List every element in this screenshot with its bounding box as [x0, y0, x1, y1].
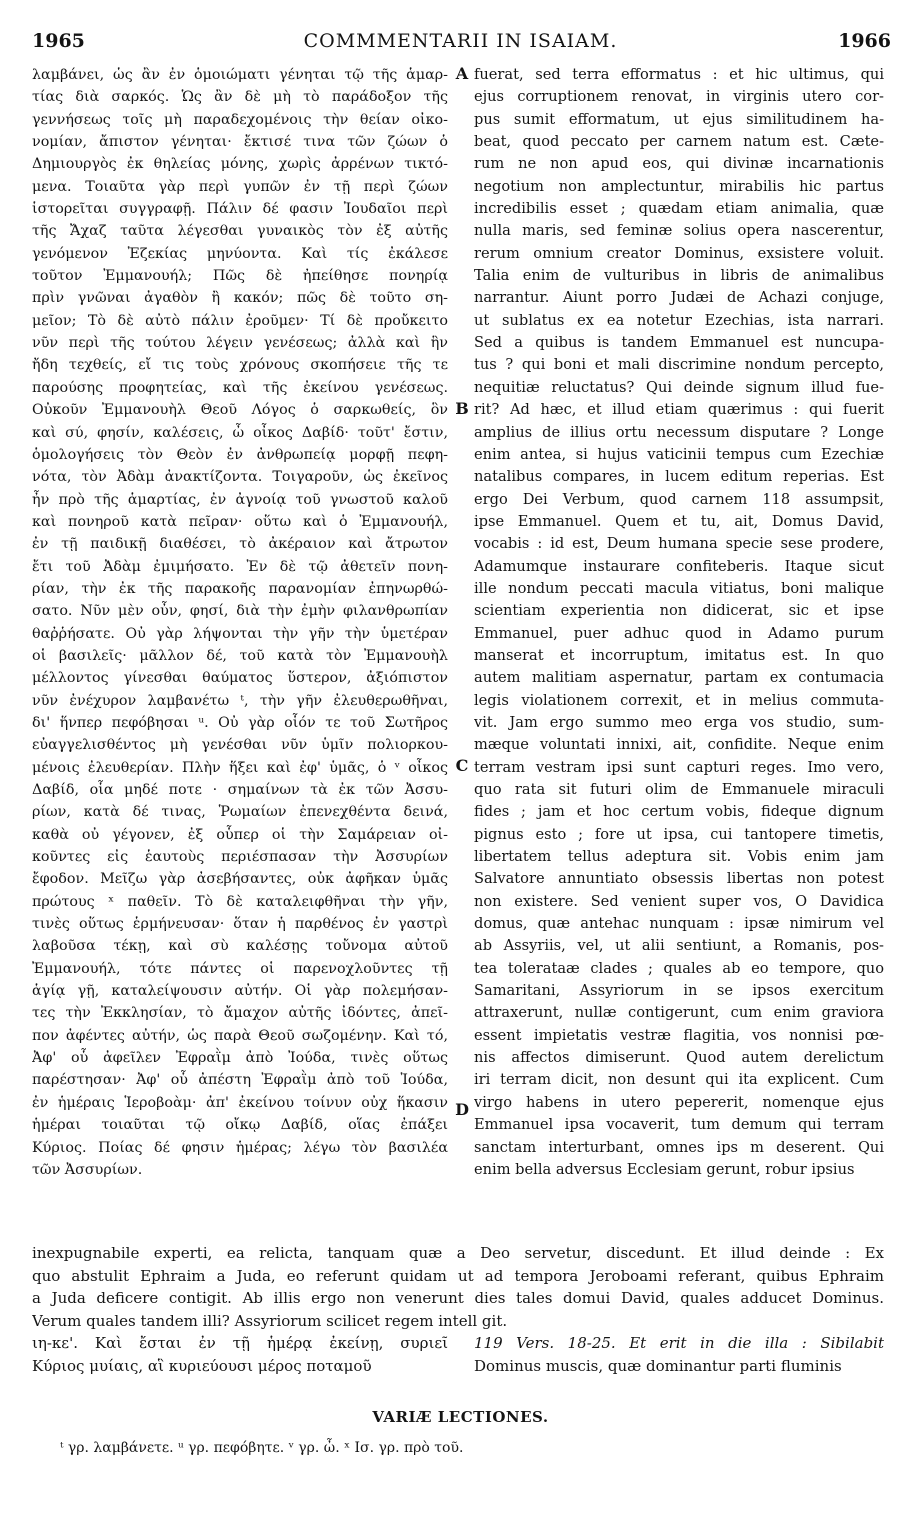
variae-lectiones-notes: ᵗ γρ. λαμβάνετε. ᵘ γρ. πεφόβητε. ᵛ γρ. ὦ. ˣ Ισ. γρ. πρὸ τοῦ.	[60, 1440, 464, 1456]
greek-column	[32, 64, 448, 1181]
latin-text-line: nulla maris, sed feminæ solius opera nascerentur,	[474, 222, 884, 240]
greek-text-line: ἔφοδον. Μεῖζω γὰρ ἀσεβήσαντες, οὐκ ἀφῆκαν ὑμᾶς	[32, 871, 448, 888]
greek-text-line: νῦν ἐνέχυρον λαμβανέτω ᵗ, τὴν γῆν ἐλευθερωθῆναι,	[32, 692, 448, 709]
greek-text-line: γεννήσεως τοῖς μὴ παραδεχομένοις τὴν θείαν οἰκο-	[32, 111, 448, 128]
latin-text-line: mæque voluntati innixi, ait, confidite. Neque enim	[474, 736, 884, 754]
latin-text-line: essent impietatis vestræ flagitia, vos nonnisi pœ-	[474, 1026, 884, 1044]
greek-text-line: πρὶν γνῶναι ἀγαθὸν ἢ κακόν; πῶς δὲ τοῦτο ση-	[32, 290, 448, 307]
full-width-text-line: Verum quales tandem illi? Assyriorum scilicet regem intell git.	[32, 1311, 508, 1330]
greek-text-line: θαῤῥήσατε. Οὐ γὰρ λήψονται τὴν γῆν τὴν ὑμετέραν	[32, 625, 448, 642]
latin-text-line: tus ? qui boni et mali discrimine nondum percepto,	[474, 356, 884, 374]
greek-text-line: ἔτι τοῦ Ἀδὰμ ἐμιμήσατο. Ἐν δὲ τῷ ἀθετεῖν πονη-	[32, 558, 448, 575]
latin-column	[474, 64, 884, 1181]
greek-text-line: μένοις ἐλευθερίαν. Πλὴν ἥξει καὶ ἐφ' ὑμᾶς, ὁ ᵛ οἶκος	[32, 759, 448, 776]
greek-text-line: καὶ σύ, φησίν, καλέσεις, ὦ οἶκος Δαβίδ· τοῦτ' ἔστιν,	[32, 424, 448, 441]
greek-text-line: τῆς Ἄχαζ ταῦτα λέγεσθαι γυναικὸς τὸν ἐξ αὐτῆς	[32, 223, 448, 240]
greek-text-line: πον ἀφέντες αὐτήν, ὡς παρὰ Θεοῦ σωζομένην. Καὶ τό,	[32, 1027, 448, 1044]
latin-text-line: narrantur. Aiunt porro Judæi de Achazi conjuge,	[474, 289, 884, 307]
full-width-text-line: a Juda deficere contigit. Ab illis ergo non venerunt dies tales domui David, quales adducet Dominus.	[32, 1289, 884, 1307]
greek-text-line: ἐν τῇ παιδικῇ διαθέσει, τὸ ἀκέραιον καὶ ἄτρωτον	[32, 536, 448, 553]
greek-text-line: ἱστορεῖται συγγραφῇ. Πάλιν δέ φασιν Ἰουδαῖοι περὶ	[32, 201, 448, 218]
greek-text-line: τες τὴν Ἐκκλησίαν, τὸ ἄμαχον αὐτῆς ἰδόντες, ἀπεῖ-	[32, 1005, 448, 1022]
latin-text-line: scientiam experientia non didicerat, sic et ipse	[474, 602, 884, 620]
latin-text-line: ut sublatus ex ea notetur Ezechias, ista narrari.	[474, 311, 884, 329]
left-page-number: 1965	[32, 30, 85, 52]
latin-text-line: Emmanuel ipsa vocaverit, tum demum qui terram	[474, 1116, 884, 1134]
latin-text-line: ergo Dei Verbum, quod carnem 118 assumpsit,	[474, 490, 884, 508]
right-page-number: 1966	[838, 30, 891, 52]
variae-lectiones-heading: VARIÆ LECTIONES.	[372, 1408, 549, 1426]
latin-text-line: domus, quæ antehac nunquam : ipsæ nimirum vel	[474, 915, 884, 933]
latin-text-line: ab Assyriis, vel, ut alii sentiunt, a Romanis, pos-	[474, 937, 884, 955]
latin-text-line: Salvatore annuntiato obsessis libertas non potest	[474, 870, 884, 888]
greek-text-line: παρέστησαν· Ἀφ' οὗ ἀπέστη Ἐφραῒμ ἀπὸ τοῦ Ἰούδα,	[32, 1072, 448, 1089]
greek-text-line: ἦν πρὸ τῆς ἁμαρτίας, ἐν ἀγνοίᾳ τοῦ γνωστοῦ καλοῦ	[32, 491, 448, 508]
latin-text-line: nequitiæ reluctatus? Qui deinde signum illud fue-	[474, 378, 884, 396]
greek-text-line: Οὐκοῦν Ἐμμανουὴλ Θεοῦ Λόγος ὁ σαρκωθείς, ὃν	[32, 402, 448, 419]
latin-verse-line: 119 Vers. 18-25. Et erit in die illa : Sibilabit	[474, 1334, 884, 1352]
latin-text-line: enim antea, si hujus vaticinii tempus cum Ezechiæ	[474, 445, 884, 463]
latin-verse-heading	[474, 1332, 884, 1378]
greek-verse-line: Κύριος μυίαις, αἳ κυριεύουσι μέρος ποταμοῦ	[32, 1357, 372, 1375]
latin-text-line: manserat et incorruptum, imitatus est. In quo	[474, 646, 884, 664]
latin-text-line: Adamumque instaurare confiteberis. Itaque sicut	[474, 557, 884, 575]
greek-text-line: Ἐμμανουήλ, τότε πάντες οἱ παρενοχλοῦντες τῇ	[32, 960, 448, 977]
greek-text-line: τῶν Ἀσσυρίων.	[32, 1161, 143, 1178]
latin-text-line: Samaritani, Assyriorum in se ipsos exercitum	[474, 982, 884, 1000]
running-title: COMMMENTARII IN ISAIAM.	[303, 30, 618, 52]
greek-text-line: τινὲς οὕτως ἑρμήνευσαν· ὅταν ἡ παρθένος ἐν γαστρὶ	[32, 916, 448, 933]
full-width-text-line: quo abstulit Ephraim a Juda, eo referunt quidam ut ad tempora Jeroboami referant, quibus Ephraim	[32, 1266, 884, 1285]
greek-text-line: καὶ πονηροῦ κατὰ πεῖραν· οὕτω καὶ ὁ Ἐμμανουήλ,	[32, 513, 448, 530]
margin-letter-b: B	[455, 399, 469, 418]
latin-text-line: beat, quod peccato per carnem natum est. Cæte-	[474, 133, 884, 151]
latin-text-line: Talia enim de vulturibus in libris de animalibus	[474, 267, 884, 285]
latin-text-line: rerum omnium creator Dominus, exsistere voluit.	[474, 244, 884, 262]
greek-text-line: ἁγίᾳ γῇ, καταλείψουσιν αὐτήν. Οἱ γὰρ πολεμήσαν-	[32, 983, 448, 1000]
latin-text-line: pus sumit efformatum, ut ejus similitudinem ha-	[474, 110, 884, 128]
latin-text-line: quo rata sit futuri olim de Emmanuele miraculi	[474, 781, 884, 798]
latin-text-line: attraxerunt, nullæ contigerunt, cum enim graviora	[474, 1004, 884, 1022]
greek-text-line: Δημιουργὸς ἐκ θηλείας μόνης, χωρὶς ἀρρένων τικτό-	[32, 156, 448, 173]
greek-text-line: λαβοῦσα τέκῃ, καὶ σὺ καλέσῃς τοὔνομα αὐτοῦ	[32, 938, 448, 955]
greek-text-line: νῦν περὶ τῆς τούτου λέγειν γενέσεως; ἀλλὰ καὶ ἣν	[32, 335, 448, 352]
latin-text-line: amplius de illius ortu necessum disputare ? Longe	[474, 423, 884, 441]
latin-text-line: virgo habens in utero pepererit, nomenque ejus	[474, 1093, 884, 1111]
latin-text-line: iri terram dicit, non desunt qui ita explicent. Cum	[474, 1071, 884, 1089]
greek-text-line: ἤδη τεχθείς, εἴ τις τοὺς χρόνους σκοπήσειε τῆς τε	[32, 357, 448, 374]
latin-text-line: sanctam interturbant, omnes ips m deserent. Qui	[474, 1138, 884, 1156]
latin-text-line: ille nondum peccati macula vitiatus, boni malique	[474, 579, 884, 597]
greek-text-line: ἐν ἡμέραις Ἱεροβοὰμ· ἀπ' ἐκείνου τοίνυν οὐχ ἥκασιν	[32, 1094, 448, 1111]
latin-verse-line: Dominus muscis, quæ dominantur parti fluminis	[474, 1357, 842, 1375]
greek-text-line: ἡμέραι τοιαῦται τῷ οἴκῳ Δαβίδ, οἵας ἐπάξει	[32, 1117, 448, 1134]
greek-text-line: λαμβάνει, ὡς ἂν ἐν ὁμοιώματι γένηται τῷ τῆς ἁμαρ-	[32, 67, 448, 83]
margin-letter-c: C	[455, 756, 469, 775]
latin-text-line: non existere. Sed venient super vos, O Davidica	[474, 892, 884, 910]
greek-text-line: γενόμενον Ἐζεκίας μηνύοντα. Καὶ τίς ἐκάλεσε	[32, 245, 448, 262]
running-header	[0, 30, 921, 60]
greek-text-line: Κύριος. Ποίας δέ φησιν ἡμέρας; λέγω τὸν βασιλέα	[32, 1139, 448, 1156]
greek-text-line: ρίων, κατὰ δέ τινας, Ῥωμαίων ἐπενεχθέντα δεινά,	[32, 804, 448, 821]
greek-text-line: Δαβίδ, οἷα μηδέ ποτε · σημαίνων τὰ ἐκ τῶν Ἀσσυ-	[32, 782, 448, 798]
latin-text-line: Emmanuel, puer adhuc quod in Adamo purum	[474, 624, 884, 642]
greek-text-line: τοῦτον Ἐμμανουήλ; Πῶς δὲ ἠπείθησε πονηρίᾳ	[32, 268, 448, 285]
latin-text-line: enim bella adversus Ecclesiam gerunt, robur ipsius	[474, 1160, 855, 1178]
latin-text-line: vocabis : id est, Deum humana specie sese prodere,	[474, 535, 884, 553]
latin-text-line: Sed a quibus is tandem Emmanuel est nuncupa-	[474, 334, 884, 352]
greek-verse-line: ιη-κε'. Καὶ ἔσται ἐν τῇ ἡμέρᾳ ἐκείνῃ, συριεῖ	[32, 1334, 448, 1352]
latin-text-line: rit? Ad hæc, et illud etiam quærimus : qui fuerit	[474, 401, 884, 419]
greek-text-line: παρούσης προφητείας, καὶ τῆς ἐκείνου γενέσεως.	[32, 379, 448, 396]
latin-text-line: fides ; jam et hoc certum vobis, fideque dignum	[474, 803, 884, 821]
latin-text-line: rum ne non apud eos, qui divinæ incarnationis	[474, 155, 884, 173]
full-width-text-line: inexpugnabile experti, ea relicta, tanquam quæ a Deo servetur, discedunt. Et illud deinde : Ex	[32, 1244, 884, 1262]
greek-text-line: καθὰ οὐ γέγονεν, ἐξ οὗπερ οἱ τὴν Σαμάρειαν οἰ-	[32, 826, 448, 843]
greek-text-line: οἱ βασιλεῖς· μᾶλλον δέ, τοῦ κατὰ τὸν Ἐμμανουὴλ	[32, 647, 448, 664]
latin-text-line: libertatem tellus adeptura sit. Vobis enim jam	[474, 848, 884, 866]
margin-letter-a: A	[455, 64, 469, 83]
latin-text-line: natalibus compares, in lucem editum reperias. Est	[474, 468, 884, 486]
latin-text-line: vit. Jam ergo summo meo erga vos studio, sum-	[474, 713, 884, 731]
greek-text-line: πρώτους ˣ παθεῖν. Τὸ δὲ καταλειφθῆναι τὴν γῆν,	[32, 893, 448, 910]
greek-text-line: ρίαν, τὴν ἐκ τῆς παρακοῆς παρανομίαν ἐπηνωρθώ-	[32, 580, 448, 597]
greek-text-line: μενα. Τοιαῦτα γὰρ περὶ γυπῶν ἐν τῇ περὶ ζώων	[32, 178, 448, 195]
full-width-paragraph	[32, 1242, 884, 1332]
greek-text-line: δι' ἥνπερ πεφόβησαι ᵘ. Οὐ γὰρ οἷόν τε τοῦ Σωτῆρος	[32, 714, 448, 731]
greek-text-line: Ἀφ' οὗ ἀφεῖλεν Ἐφραῒμ ἀπὸ Ἰούδα, τινὲς οὕτως	[32, 1050, 448, 1067]
greek-text-line: κοῦντες εἰς ἑαυτοὺς περιέσπασαν τὴν Ἀσσυρίων	[32, 849, 448, 866]
latin-text-line: legis violationem correxit, et in melius commuta-	[474, 691, 884, 709]
greek-text-line: μεῖον; Τὸ δὲ αὐτὸ πάλιν ἐροῦμεν· Τί δὲ προὔκειτο	[32, 312, 448, 329]
greek-text-line: εὐαγγελισθέντος μὴ γενέσθαι νῦν ὑμῖν πολιορκου-	[32, 737, 448, 754]
latin-text-line: fuerat, sed terra efformatus : et hic ultimus, qui	[474, 66, 884, 83]
greek-text-line: ὁμολογήσεις τὸν Θεὸν ἐν ἀνθρωπείᾳ μορφῇ πεφη-	[32, 446, 448, 463]
greek-verse-heading	[32, 1332, 448, 1378]
latin-text-line: incredibilis esset ; quædam etiam animalia, quæ	[474, 200, 884, 218]
margin-letter-d: D	[455, 1100, 469, 1119]
latin-text-line: autem malitiam aspernatur, partam ex contumacia	[474, 669, 884, 687]
latin-text-line: tea tolerataæ clades ; quales ab eo tempore, quo	[474, 959, 884, 977]
greek-text-line: νομίαν, ἄπιστον γένηται· ἔκτισέ τινα τῶν ζώων ὁ	[32, 134, 448, 151]
latin-text-line: ejus corruptionem renovat, in virginis utero cor-	[474, 88, 884, 106]
latin-text-line: ipse Emmanuel. Quem et tu, ait, Domus David,	[474, 512, 884, 530]
greek-text-line: σατο. Νῦν μὲν οὖν, φησί, διὰ τὴν ἐμὴν φιλανθρωπίαν	[32, 603, 448, 620]
latin-text-line: negotium non amplectuntur, mirabilis hic partus	[474, 177, 884, 195]
latin-text-line: nis affectos dimiserunt. Quod autem derelictum	[474, 1049, 884, 1067]
latin-text-line: terram vestram ipsi sunt capturi reges. Imo vero,	[474, 758, 884, 776]
greek-text-line: τίας διὰ σαρκός. Ὡς ἂν δὲ μὴ τὸ παράδοξον τῆς	[32, 89, 448, 106]
latin-text-line: pignus esto ; fore ut ipsa, cui tantopere timetis,	[474, 825, 884, 843]
greek-text-line: νότα, τὸν Ἀδὰμ ἀνακτίζοντα. Τοιγαροῦν, ὡς ἐκεῖνος	[32, 469, 448, 486]
greek-text-line: μέλλοντος γίνεσθαι θαύματος ὕστερον, ἀξιόπιστον	[32, 670, 448, 687]
